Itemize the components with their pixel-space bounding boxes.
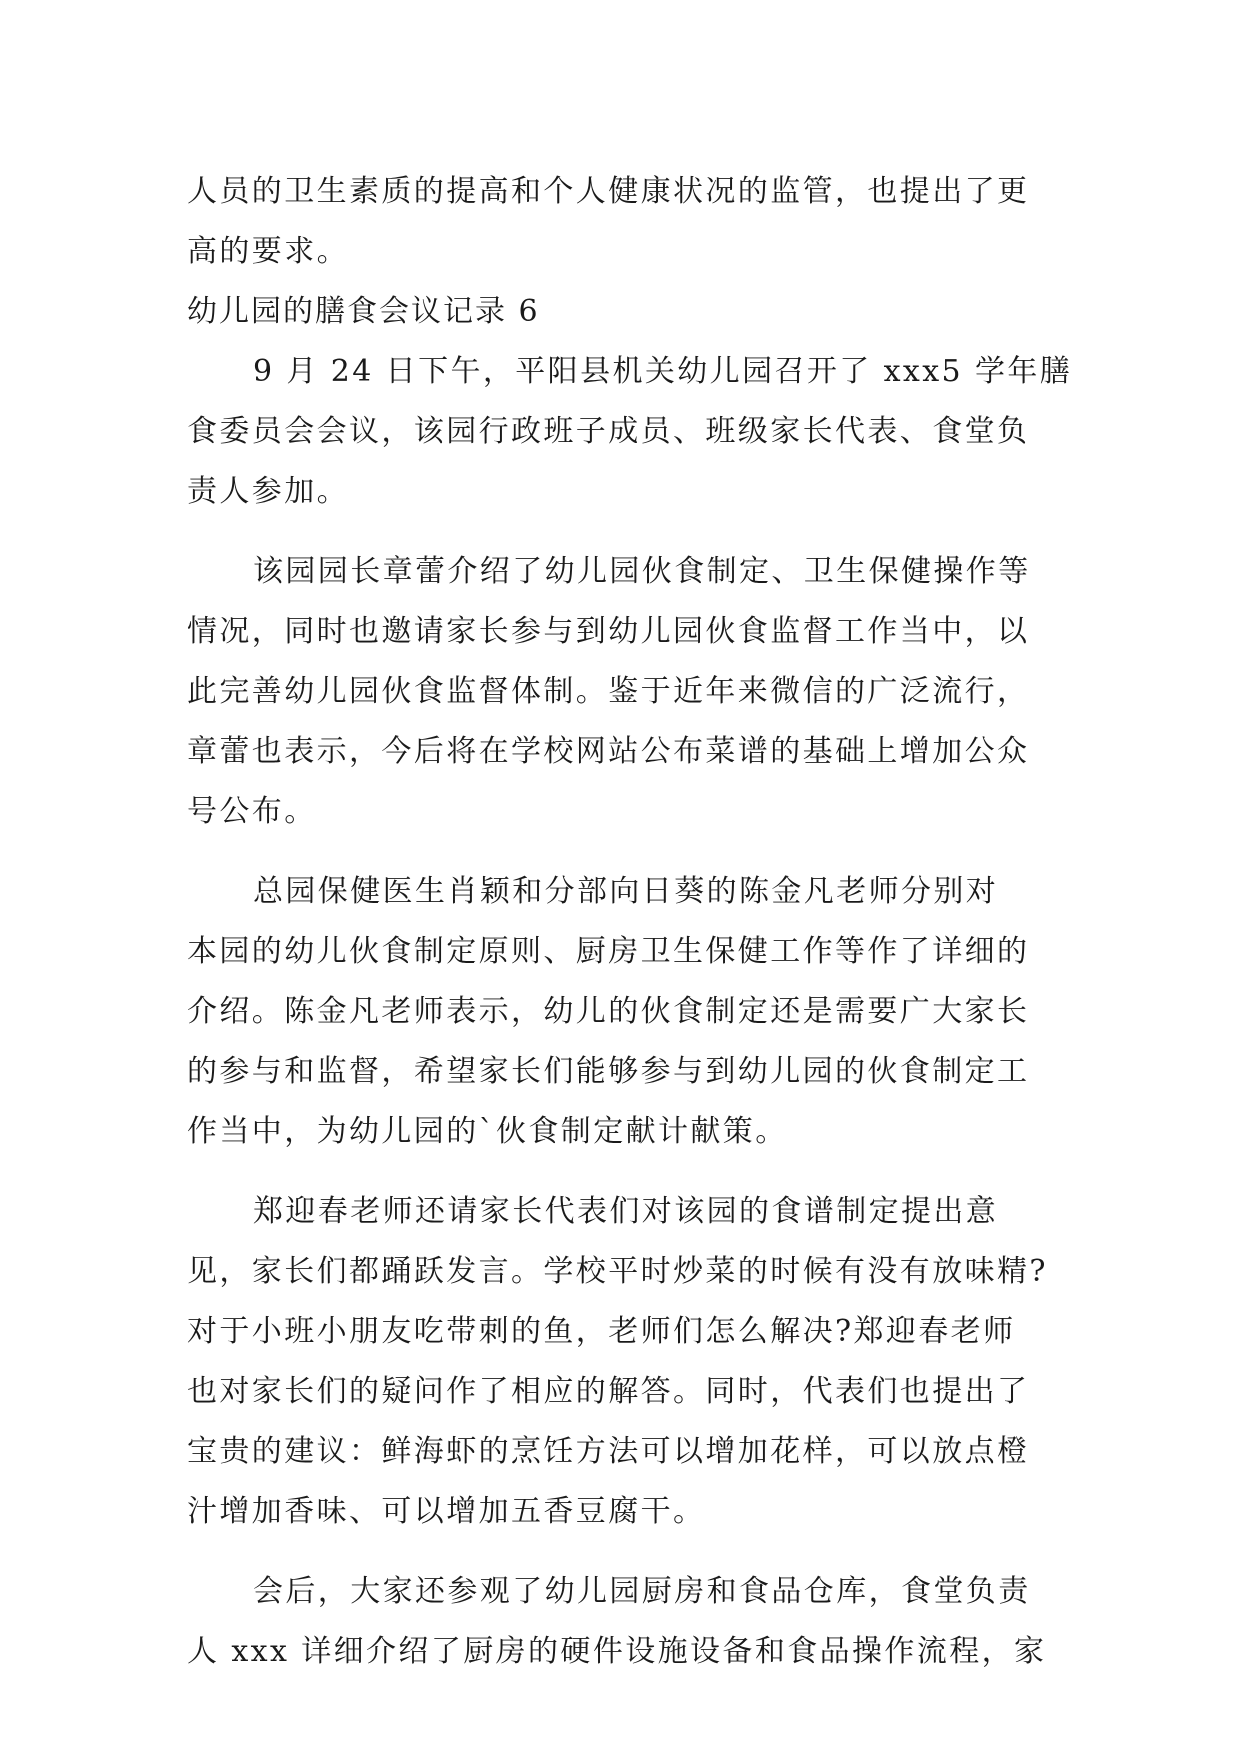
paragraph	[187, 1182, 1051, 1542]
text-line: 该园园长章蕾介绍了幼儿园伙食制定、卫生保健操作等	[253, 554, 1031, 589]
text-line: 高的要求。	[187, 234, 349, 269]
text-line: 见，家长们都踊跃发言。学校平时炒菜的时候有没有放味精?	[187, 1254, 1048, 1289]
text-line: 的参与和监督，希望家长们能够参与到幼儿园的伙食制定工	[187, 1054, 1030, 1089]
continued-paragraph	[187, 162, 1051, 282]
paragraph	[187, 862, 1051, 1162]
text-line: 情况，同时也邀请家长参与到幼儿园伙食监督工作当中，以	[187, 614, 1030, 649]
text-line: 也对家长们的疑问作了相应的解答。同时，代表们也提出了	[187, 1374, 1030, 1409]
text-line: 食委员会会议，该园行政班子成员、班级家长代表、食堂负	[187, 414, 1030, 449]
section-title: 幼儿园的膳食会议记录 6	[187, 294, 540, 329]
text-line: 郑迎春老师还请家长代表们对该园的食谱制定提出意	[253, 1194, 999, 1229]
text-line: 会后，大家还参观了幼儿园厨房和食品仓库，食堂负责	[253, 1574, 1031, 1609]
text-line: 介绍。陈金凡老师表示，幼儿的伙食制定还是需要广大家长	[187, 994, 1030, 1029]
text-line: 此完善幼儿园伙食监督体制。鉴于近年来微信的广泛流行，	[187, 674, 1030, 709]
text-line: 汁增加香味、可以增加五香豆腐干。	[187, 1494, 706, 1529]
section-heading	[187, 282, 1051, 342]
document-body	[187, 162, 1073, 1702]
paragraph	[187, 542, 1051, 842]
text-line: 总园保健医生肖颖和分部向日葵的陈金凡老师分别对	[253, 874, 999, 909]
text-line: 作当中，为幼儿园的`伙食制定献计献策。	[187, 1114, 788, 1149]
text-line: 章蕾也表示，今后将在学校网站公布菜谱的基础上增加公众	[187, 734, 1030, 769]
text-line: 宝贵的建议：鲜海虾的烹饪方法可以增加花样，可以放点橙	[187, 1434, 1030, 1469]
text-line: 本园的幼儿伙食制定原则、厨房卫生保健工作等作了详细的	[187, 934, 1030, 969]
text-line: 9 月 24 日下午，平阳县机关幼儿园召开了 xxx5 学年膳	[253, 354, 1073, 389]
text-line: 责人参加。	[187, 474, 349, 509]
text-line: 对于小班小朋友吃带刺的鱼，老师们怎么解决?郑迎春老师	[187, 1314, 1016, 1349]
text-line: 人员的卫生素质的提高和个人健康状况的监管，也提出了更	[187, 174, 1030, 209]
text-line: 人 xxx 详细介绍了厨房的硬件设施设备和食品操作流程，家	[187, 1634, 1047, 1669]
text-line: 号公布。	[187, 794, 317, 829]
paragraph	[187, 342, 1073, 522]
paragraph	[187, 1562, 1051, 1682]
